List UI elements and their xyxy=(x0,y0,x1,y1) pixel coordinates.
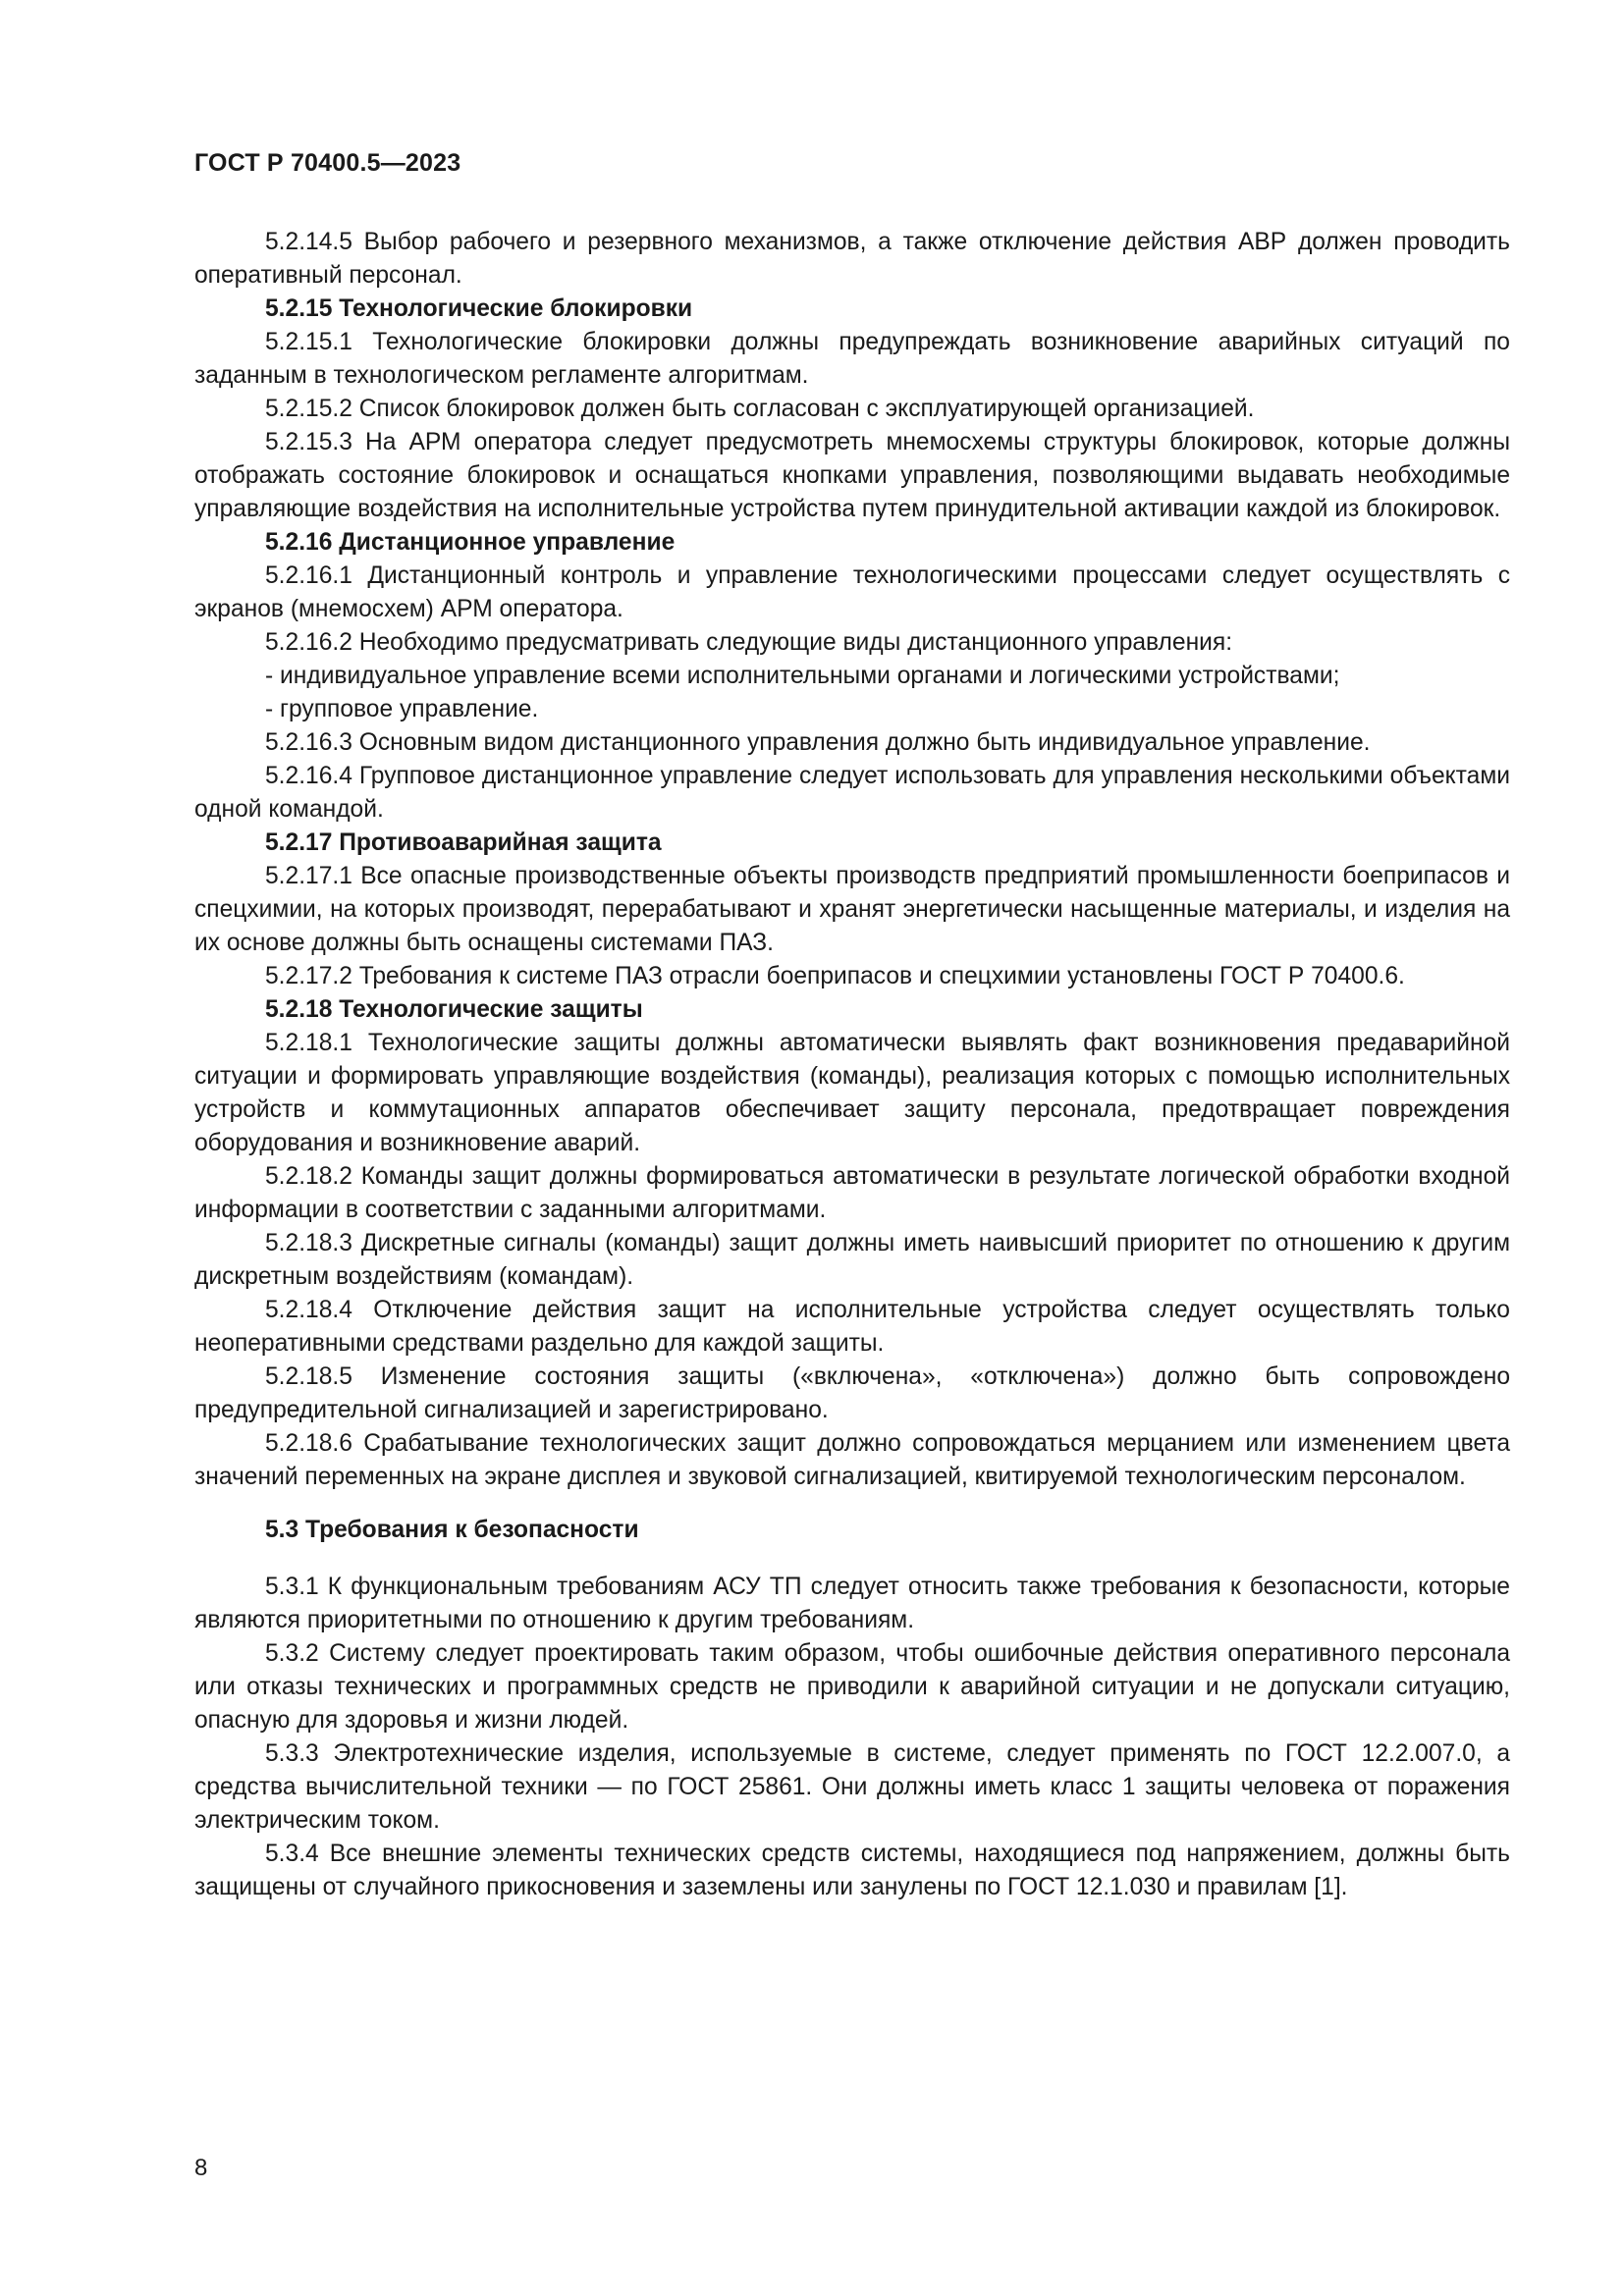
paragraph: 5.2.17.1 Все опасные производственные объекты производств предприятий промышленности боеприпасов и спецхимии, на которых производят, перерабатывают и хранят энергетически насыщенные материалы, и изделия на их основе должны быть оснащены системами ПАЗ. xyxy=(194,863,1510,956)
list-item: - индивидуальное управление всеми исполнительными органами и логическими устройствами; xyxy=(265,663,1340,689)
document-body xyxy=(194,226,1510,1904)
list-item: - групповое управление. xyxy=(265,696,539,722)
page-number: 8 xyxy=(194,2155,208,2181)
paragraph: 5.2.18.5 Изменение состояния защиты («включена», «отключена») должно быть сопровождено предупредительной сигнализацией и зарегистрировано. xyxy=(194,1363,1510,1423)
paragraph: 5.2.15.3 На АРМ оператора следует предусмотреть мнемосхемы структуры блокировок, которые должны отображать состояние блокировок и оснащаться кнопками управления, позволяющими выдавать необходимые управляющие воздействия на исполнительные устройства путем принудительной активации каждой из блокировок. xyxy=(194,429,1510,522)
paragraph: 5.2.14.5 Выбор рабочего и резервного механизмов, а также отключение действия АВР должен проводить оперативный персонал. xyxy=(194,229,1510,289)
subsection-heading: 5.2.15 Технологические блокировки xyxy=(265,295,693,322)
paragraph: 5.2.18.6 Срабатывание технологических защит должно сопровождаться мерцанием или изменением цвета значений переменных на экране дисплея и звуковой сигнализацией, квитируемой технологическим персоналом. xyxy=(194,1430,1510,1490)
paragraph: 5.3.2 Систему следует проектировать таким образом, чтобы ошибочные действия оперативного персонала или отказы технических и программных средств не приводили к аварийной ситуации и не допускали ситуацию, опасную для здоровья и жизни людей. xyxy=(194,1640,1510,1734)
section-heading: 5.3 Требования к безопасности xyxy=(265,1517,639,1543)
paragraph: 5.2.18.1 Технологические защиты должны автоматически выявлять факт возникновения предаварийной ситуации и формировать управляющие воздействия (команды), реализация которых с помощью исполнительных устройств и коммутационных аппаратов обеспечивает защиту персонала, предотвращает повреждения оборудования и возникновение аварий. xyxy=(194,1030,1510,1156)
paragraph: 5.2.18.3 Дискретные сигналы (команды) защит должны иметь наивысший приоритет по отношению к другим дискретным воздействиям (командам). xyxy=(194,1230,1510,1290)
paragraph: 5.2.17.2 Требования к системе ПАЗ отрасли боеприпасов и спецхимии установлены ГОСТ Р 70400.6. xyxy=(265,963,1405,989)
paragraph: 5.2.18.4 Отключение действия защит на исполнительные устройства следует осуществлять только неоперативными средствами раздельно для каждой защиты. xyxy=(194,1297,1510,1357)
document-code-header: ГОСТ Р 70400.5—2023 xyxy=(194,149,461,177)
paragraph: 5.2.18.2 Команды защит должны формироваться автоматически в результате логической обработки входной информации в соответствии с заданными алгоритмами. xyxy=(194,1163,1510,1223)
subsection-heading: 5.2.17 Противоаварийная защита xyxy=(265,829,662,856)
subsection-heading: 5.2.18 Технологические защиты xyxy=(265,996,643,1023)
paragraph: 5.3.4 Все внешние элементы технических средств системы, находящиеся под напряжением, должны быть защищены от случайного прикосновения и заземлены или занулены по ГОСТ 12.1.030 и правилам [1]. xyxy=(194,1841,1510,1900)
paragraph: 5.2.15.1 Технологические блокировки должны предупреждать возникновение аварийных ситуаций по заданным в технологическом регламенте алгоритмам. xyxy=(194,329,1510,389)
paragraph: 5.2.16.4 Групповое дистанционное управление следует использовать для управления несколькими объектами одной командой. xyxy=(194,763,1510,823)
paragraph: 5.2.15.2 Список блокировок должен быть согласован с эксплуатирующей организацией. xyxy=(265,396,1255,422)
paragraph: 5.3.3 Электротехнические изделия, используемые в системе, следует применять по ГОСТ 12.2.007.0, а средства вычислительной техники — по ГОСТ 25861. Они должны иметь класс 1 защиты человека от поражения электрическим током. xyxy=(194,1740,1510,1834)
paragraph: 5.2.16.2 Необходимо предусматривать следующие виды дистанционного управления: xyxy=(265,629,1233,656)
subsection-heading: 5.2.16 Дистанционное управление xyxy=(265,529,676,556)
paragraph: 5.2.16.3 Основным видом дистанционного управления должно быть индивидуальное управление. xyxy=(265,729,1371,756)
paragraph: 5.3.1 К функциональным требованиям АСУ ТП следует относить также требования к безопасности, которые являются приоритетными по отношению к другим требованиям. xyxy=(194,1574,1510,1633)
paragraph: 5.2.16.1 Дистанционный контроль и управление технологическими процессами следует осуществлять с экранов (мнемосхем) АРМ оператора. xyxy=(194,562,1510,622)
